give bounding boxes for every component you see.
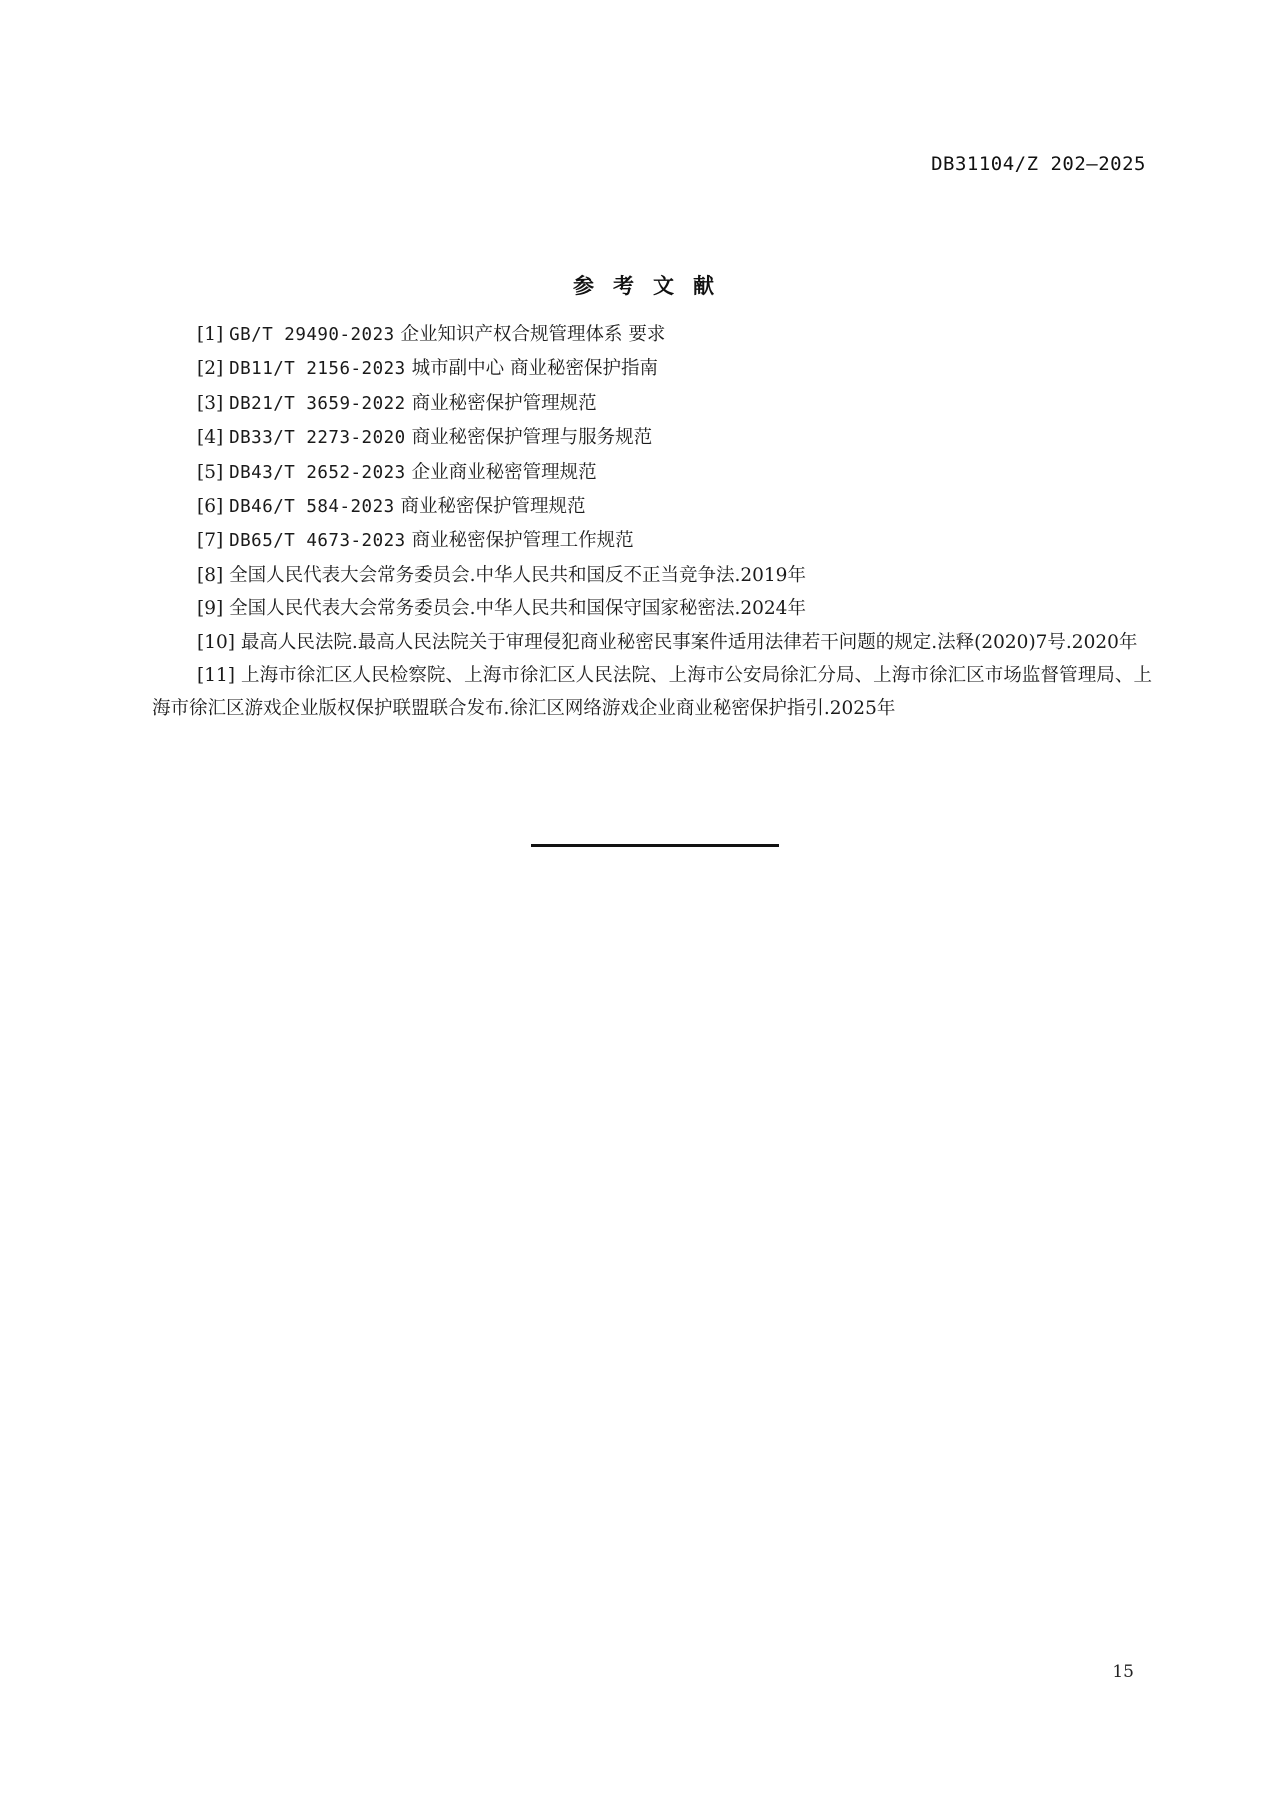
reference-item xyxy=(152,592,1152,625)
reference-number: [6] xyxy=(197,496,224,518)
reference-title: 商业秘密保护管理工作规范 xyxy=(411,530,634,552)
reference-title: 最高人民法院.最高人民法院关于审理侵犯商业秘密民事案件适用法律若干问题的规定.法释(2020)7号.2020年 xyxy=(240,631,1138,653)
reference-title: 城市副中心 商业秘密保护指南 xyxy=(411,358,658,380)
reference-title: 商业秘密保护管理规范 xyxy=(411,392,597,414)
reference-number: [5] xyxy=(197,461,224,483)
reference-code: GB/T 29490-2023 xyxy=(229,325,395,345)
reference-item xyxy=(152,559,1152,592)
reference-title: 上海市徐汇区人民检察院、上海市徐汇区人民法院、上海市公安局徐汇分局、上海市徐汇区市场监督管理局、上海市徐汇区游戏企业版权保护联盟联合发布.徐汇区网络游戏企业商业秘密保护指引.2025年 xyxy=(152,665,1152,720)
reference-code: DB33/T 2273-2020 xyxy=(229,428,406,449)
reference-item xyxy=(152,659,1152,726)
reference-title: 全国人民代表大会常务委员会.中华人民共和国反不正当竞争法.2019年 xyxy=(229,564,806,586)
reference-item xyxy=(152,456,1152,490)
bibliography-title: 参考文献 xyxy=(573,274,733,298)
reference-title: 企业商业秘密管理规范 xyxy=(411,461,597,483)
reference-title: 全国人民代表大会常务委员会.中华人民共和国保守国家秘密法.2024年 xyxy=(229,598,806,620)
reference-title: 商业秘密保护管理规范 xyxy=(400,496,586,518)
reference-item xyxy=(152,387,1152,421)
reference-item xyxy=(152,352,1152,386)
reference-list xyxy=(152,318,1152,726)
reference-number: [4] xyxy=(197,427,224,449)
reference-number: [9] xyxy=(197,598,224,620)
end-of-document-rule xyxy=(531,844,779,847)
reference-number: [1] xyxy=(197,324,224,345)
reference-code: DB65/T 4673-2023 xyxy=(229,531,406,552)
reference-item xyxy=(152,524,1152,558)
reference-number: [11] xyxy=(197,665,235,687)
standard-code: DB31104/Z 202—2025 xyxy=(931,153,1146,175)
reference-item xyxy=(152,421,1152,455)
reference-number: [2] xyxy=(197,358,224,380)
reference-code: DB46/T 584-2023 xyxy=(229,497,395,518)
reference-number: [7] xyxy=(197,530,224,552)
reference-item xyxy=(152,318,1152,352)
reference-title: 商业秘密保护管理与服务规范 xyxy=(411,427,653,449)
reference-number: [3] xyxy=(197,392,224,414)
reference-title: 企业知识产权合规管理体系 要求 xyxy=(400,324,666,345)
reference-item xyxy=(152,490,1152,524)
reference-code: DB11/T 2156-2023 xyxy=(229,359,406,380)
reference-code: DB43/T 2652-2023 xyxy=(229,462,406,483)
page-number: 15 xyxy=(1112,1662,1134,1682)
reference-item xyxy=(152,626,1152,659)
reference-number: [8] xyxy=(197,564,224,586)
reference-number: [10] xyxy=(197,631,235,653)
reference-code: DB21/T 3659-2022 xyxy=(229,393,406,414)
